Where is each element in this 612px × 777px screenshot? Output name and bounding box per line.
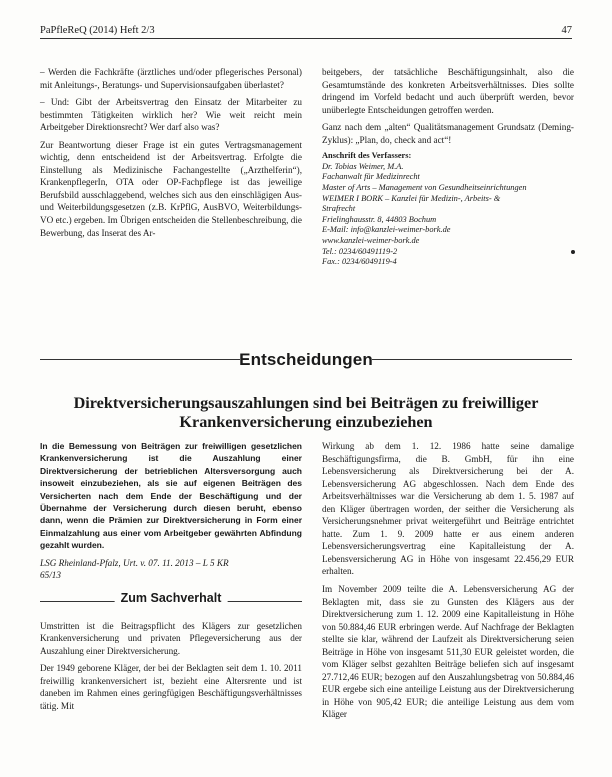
citation-line: 65/13 bbox=[40, 570, 61, 581]
author-degree: Master of Arts – Management von Gesundheitseinrichtungen bbox=[322, 183, 527, 193]
top-left-column bbox=[40, 66, 302, 244]
author-name: Dr. Tobias Weimer, M.A. bbox=[322, 161, 404, 171]
article-headline bbox=[40, 394, 572, 432]
body-paragraph: beitgebers, der tatsächliche Beschäftigungsinhalt, also die Gesamtumstände des konkreten Arbeitsverhältnisses. Dies sollte dringend im Vorfeld bedacht und auch überprüft werden, bevor unüberlegte Entscheidungen getroffen werden. bbox=[322, 67, 574, 115]
journal-issue: PaPfleReQ (2014) Heft 2/3 bbox=[40, 25, 155, 36]
email-link[interactable]: E-Mail: info@kanzlei-weimer-bork.de bbox=[322, 225, 451, 235]
body-paragraph: Im November 2009 teilte die A. Lebensversicherung AG der Beklagten mit, dass sie zu Gunsten des Klägers aus der Direktversicherung zum 1. 12. 2009 eine Kapitalleistung in Höhe von 50.884,46 EUR erbringen werde. Auf Nachfrage der Beklagten stellte sie klar, während der Laufzeit als Direktversicherung seien Beiträge in Höhe von insgesamt 511,30 EUR geleistet worden, die vom Kläger selbst gezahlten Beiträge beliefen sich auf insgesamt 27.712,46 EUR; bezogen auf den Auszahlungsbetrag von 50.884,46 EUR ergebe sich eine anteilige Leistung aus der Direktversicherung in Höhe von 905,42 EUR; die anteilige Leistung aus dem vom Kläger bbox=[322, 584, 574, 720]
question-item: – Und: Gibt der Arbeitsvertrag den Einsatz der Mitarbeiter zu bestimmten Tätigkeiten wirklich her? Wie weit reicht mein Arbeitgeber Direktionsrecht? Wer darf also was? bbox=[40, 97, 302, 133]
author-address bbox=[322, 151, 574, 268]
end-marker bbox=[571, 250, 575, 254]
body-paragraph: Umstritten ist die Beitragspflicht des Klägers zur gesetzlichen Krankenversicherung und privaten Pflegeversicherung aus der Auszahlung einer Direktversicherung. bbox=[40, 620, 302, 656]
body-paragraph: Der 1949 geborene Kläger, der bei der Beklagten seit dem 1. 10. 2011 freiwillig krankenversichert ist, bezieht eine Altersrente und ist daneben im Rahmen eines geringfügigen Beschäftigungsverhältnisses tätig. Mit bbox=[40, 663, 302, 712]
header-rule bbox=[40, 38, 572, 39]
subsection-title: Zum Sachverhalt bbox=[115, 592, 228, 605]
running-head bbox=[40, 22, 572, 36]
firm-name-cont: Strafrecht bbox=[322, 204, 356, 214]
body-paragraph: Wirkung ab dem 1. 12. 1986 hatte seine damalige Beschäftigungsfirma, die B. GmbH, für ihn eine Lebensversicherung als Direktversicherung bei der A. Lebensversicherung AG abgeschlossen. Nach dem Ende des Arbeitsverhältnisses war die Versicherung ab dem 1. 5. 1987 auf den Kläger übertragen worden, der seither die Versicherung als Versicherungsnehmer privat weitergeführt und Beiträge entrichtet hatte. Zum 1. 9. 2009 hatte er aus einem anderen Lebensversicherungsvertrag eine Kapitalleistung der A. Lebensversicherung AG in Höhe von insgesamt 22.456,29 EUR erhalten. bbox=[322, 441, 574, 577]
question-item: – Werden die Fachkräfte (ärztliches und/oder pflegerisches Personal) mit Anleitungs-, Beratungs- und Supervisionsaufgaben überlastet? bbox=[40, 67, 302, 90]
body-paragraph: Ganz nach dem „alten“ Qualitätsmanagement Grundsatz (Deming-Zyklus): „Plan, do, check and act“! bbox=[322, 122, 574, 145]
subsection-header bbox=[40, 592, 302, 612]
fax-number: Fax.: 0234/6049119-4 bbox=[322, 257, 397, 267]
firm-name: WEIMER I BORK – Kanzlei für Medizin-, Arbeits- & bbox=[322, 193, 501, 203]
address-heading: Anschrift des Verfassers: bbox=[322, 151, 412, 161]
article-left-column bbox=[40, 440, 302, 718]
citation-line: LSG Rheinland-Pfalz, Urt. v. 07. 11. 2013 – L 5 KR bbox=[40, 557, 229, 568]
section-header bbox=[40, 350, 572, 372]
page-number: 47 bbox=[561, 25, 572, 36]
section-rule-right bbox=[372, 359, 572, 360]
article-lead: In die Bemessung von Beiträgen zur freiwilligen gesetzlichen Krankenversicherung ist die Auszahlung einer Direktversicherung der betrieblichen Altersversorgung auch insoweit einzubeziehen, als sie auf eigenen Beiträgen des Versicherten nach dem Ende der Beschäftigung und der Übernahme der Versicherung durch diesen beruht, ebenso dann, wenn die Prämien zur Direktversicherung in Form einer Einmalzahlung aus einer vom Arbeitgeber gewährten Abfindung gezahlt wurden. bbox=[40, 441, 302, 551]
headline-line: Krankenversicherung einzubeziehen bbox=[179, 413, 433, 431]
court-citation bbox=[40, 557, 302, 582]
street-address: Frielinghausstr. 8, 44803 Bochum bbox=[322, 214, 437, 224]
author-title: Fachanwalt für Medizinrecht bbox=[322, 172, 420, 182]
phone-number: Tel.: 0234/60491119-2 bbox=[322, 246, 398, 256]
headline-line: Direktversicherungsauszahlungen sind bei Beiträgen zu freiwilliger bbox=[73, 394, 539, 412]
section-title: Entscheidungen bbox=[239, 350, 373, 369]
top-right-column bbox=[322, 66, 574, 268]
article-right-column bbox=[322, 440, 574, 726]
website-link[interactable]: www.kanzlei-weimer-bork.de bbox=[322, 236, 420, 246]
body-paragraph: Zur Beantwortung dieser Frage ist ein gutes Vertragsmanagement wichtig, denn entscheidend ist der Arbeitsvertrag. Erfolgte die Einstellung als Medizinische Fachangestellte („Arzthelferin“), KrankenpflegerIn, OTA oder OP-Fachpflege ist das jeweilige Berufsbild ausschlaggebend, welches sich aus den einschlägigen Aus- und Weiterbildungsgesetzen (z.B. KrPflG, AusBVO, Weiterbildungs-VO etc.) ergeben. Im Übrigen entscheiden die Stellenbeschreibung, die Bewerbung, das Inserat des Ar- bbox=[40, 139, 302, 238]
